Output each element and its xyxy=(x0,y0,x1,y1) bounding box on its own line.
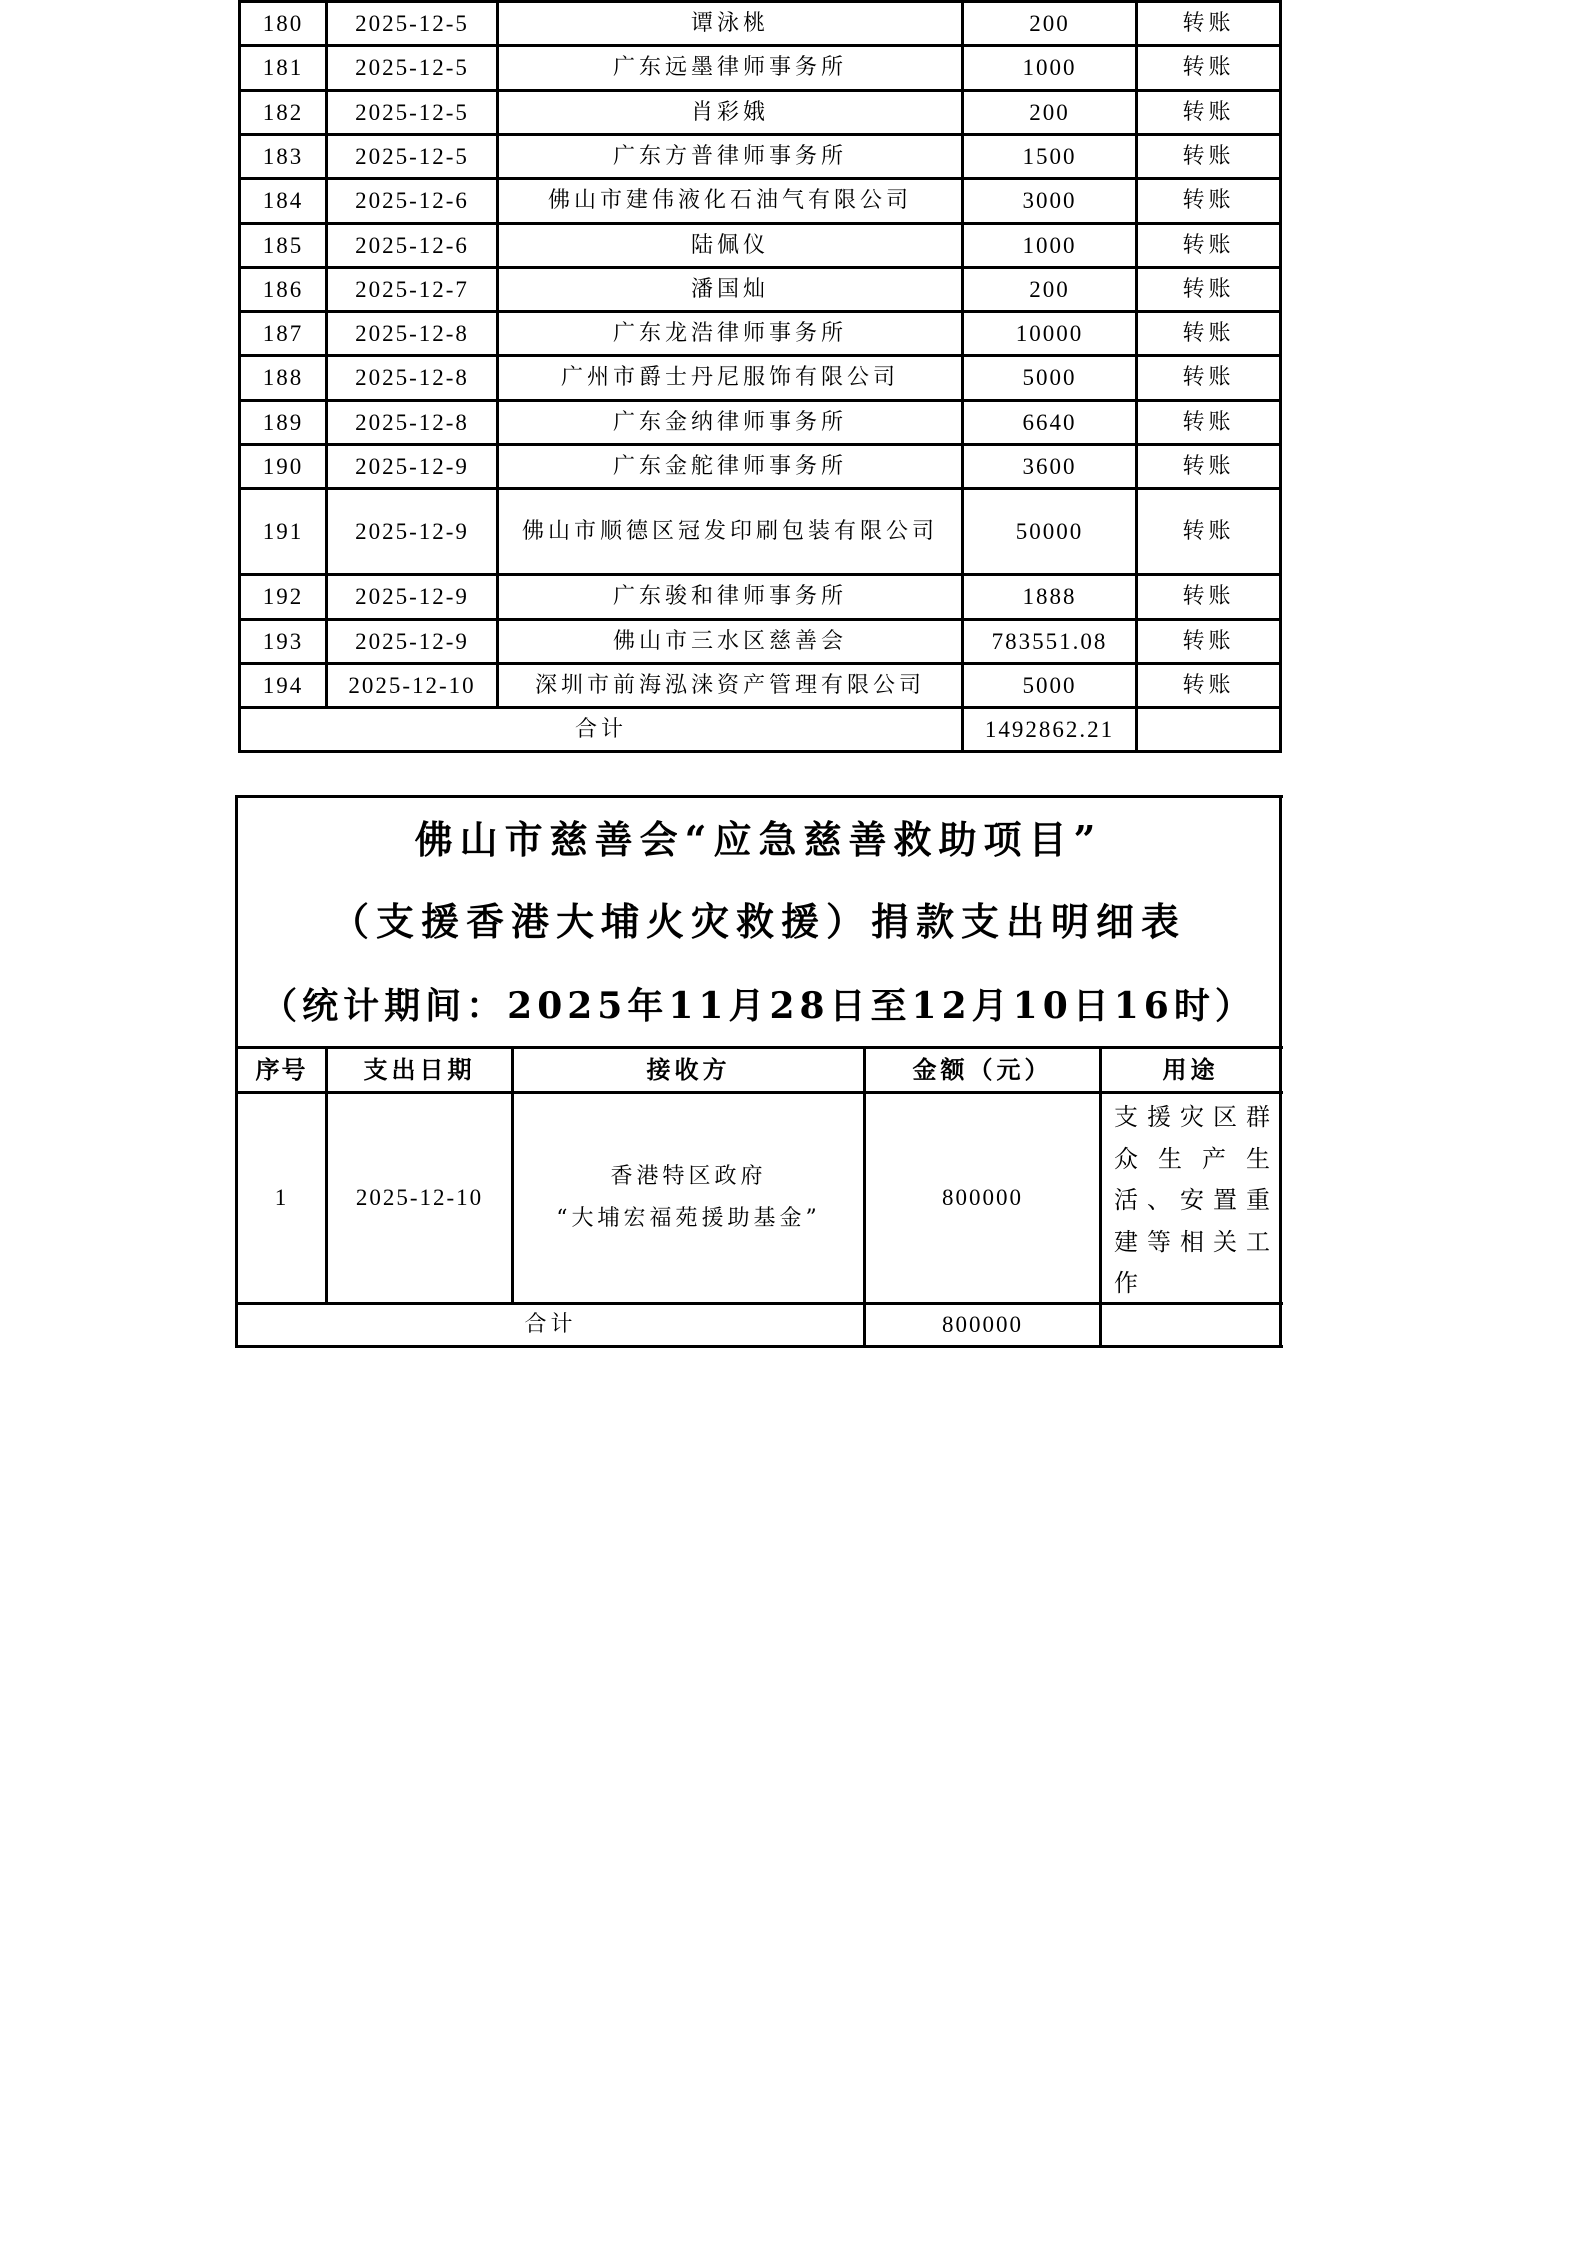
row-no: 1 xyxy=(274,1185,289,1210)
row-amount: 783551.08 xyxy=(991,628,1108,654)
total-label: 合计 xyxy=(574,716,627,742)
row-date: 2025-12-9 xyxy=(355,453,469,479)
row-no: 185 xyxy=(262,232,304,258)
row-method: 转账 xyxy=(1182,584,1235,609)
purpose-line: 建 等 相 关 工 xyxy=(1114,1227,1270,1256)
row-recipient xyxy=(514,1094,863,1302)
row-no: 183 xyxy=(262,143,304,169)
row-date: 2025-12-7 xyxy=(355,276,469,302)
row-no: 180 xyxy=(262,10,304,36)
row-amount: 5000 xyxy=(1022,365,1077,390)
purpose-line: 作 xyxy=(1114,1269,1138,1297)
row-date: 2025-12-5 xyxy=(355,99,469,125)
row-donor: 广东金纳律师事务所 xyxy=(612,409,847,435)
row-donor: 广东方普律师事务所 xyxy=(612,143,847,169)
row-date: 2025-12-9 xyxy=(355,584,469,609)
row-no: 193 xyxy=(262,628,304,654)
row-amount: 200 xyxy=(1029,276,1070,302)
header-date: 支出日期 xyxy=(363,1055,476,1084)
total-amount: 800000 xyxy=(942,1312,1023,1337)
row-method: 转账 xyxy=(1182,672,1235,698)
row-date: 2025-12-5 xyxy=(355,10,469,36)
table-title: 佛山市慈善会“应急慈善救助项目” xyxy=(414,817,1103,862)
row-method: 转账 xyxy=(1182,99,1235,125)
row-donor: 佛山市顺德区冠发印刷包装有限公司 xyxy=(521,518,938,544)
row-method: 转账 xyxy=(1182,365,1235,390)
row-amount: 50000 xyxy=(1015,518,1084,544)
row-amount: 1500 xyxy=(1022,143,1077,169)
row-donor: 佛山市建伟液化石油气有限公司 xyxy=(547,188,912,213)
row-donor: 广东远墨律师事务所 xyxy=(612,55,847,80)
row-donor: 深圳市前海泓涞资产管理有限公司 xyxy=(534,672,925,698)
table-border xyxy=(236,795,1283,798)
table-border xyxy=(1279,795,1282,1348)
table-border xyxy=(238,750,1282,753)
row-no: 194 xyxy=(262,672,304,698)
row-no: 191 xyxy=(262,518,304,544)
header-recipient: 接收方 xyxy=(646,1055,731,1084)
row-method: 转账 xyxy=(1182,143,1235,169)
row-date: 2025-12-5 xyxy=(355,143,469,169)
recipient-line: 香港特区政府 xyxy=(610,1164,767,1189)
row-no: 190 xyxy=(262,453,304,479)
row-amount: 3000 xyxy=(1022,188,1077,213)
row-donor: 广东骏和律师事务所 xyxy=(612,584,847,609)
row-method: 转账 xyxy=(1182,188,1235,213)
statistics-period: （统计期间：2025年11月28日至12月10日16时） xyxy=(261,985,1256,1027)
table-subtitle: （支援香港大埔火灾救援）捐款支出明细表 xyxy=(330,899,1186,944)
row-no: 186 xyxy=(262,276,304,302)
row-date: 2025-12-10 xyxy=(355,1185,484,1210)
row-amount: 200 xyxy=(1029,10,1070,36)
row-amount: 6640 xyxy=(1022,409,1077,435)
row-date: 2025-12-5 xyxy=(355,55,469,80)
row-date: 2025-12-9 xyxy=(355,518,469,544)
row-method: 转账 xyxy=(1182,409,1235,435)
row-amount: 1000 xyxy=(1022,55,1077,80)
row-method: 转账 xyxy=(1182,628,1235,654)
row-date: 2025-12-9 xyxy=(355,628,469,654)
purpose-line: 支 援 灾 区 群 xyxy=(1114,1103,1270,1131)
row-purpose xyxy=(1114,1097,1270,1305)
row-no: 181 xyxy=(262,55,304,80)
row-amount: 10000 xyxy=(1015,320,1084,346)
row-date: 2025-12-10 xyxy=(348,672,476,698)
row-method: 转账 xyxy=(1182,276,1235,302)
row-date: 2025-12-6 xyxy=(355,188,469,213)
row-no: 189 xyxy=(262,409,304,435)
row-date: 2025-12-6 xyxy=(355,232,469,258)
row-donor: 佛山市三水区慈善会 xyxy=(612,628,847,654)
total-label: 合计 xyxy=(524,1312,577,1337)
header-purpose: 用途 xyxy=(1162,1055,1219,1084)
row-amount: 1888 xyxy=(1022,584,1077,609)
row-donor: 广东金舵律师事务所 xyxy=(612,453,847,479)
row-donor: 广东龙浩律师事务所 xyxy=(612,320,847,346)
row-no: 192 xyxy=(262,584,304,609)
row-no: 184 xyxy=(262,188,304,213)
row-method: 转账 xyxy=(1182,55,1235,80)
purpose-line: 活 、 安 置 重 xyxy=(1114,1186,1270,1214)
header-amount: 金额（元） xyxy=(912,1055,1053,1084)
row-date: 2025-12-8 xyxy=(355,365,469,390)
row-no: 182 xyxy=(262,99,304,125)
row-amount: 5000 xyxy=(1022,672,1077,698)
total-amount: 1492862.21 xyxy=(984,716,1115,742)
purpose-line: 众 生 产 生 xyxy=(1114,1144,1270,1173)
row-amount: 800000 xyxy=(942,1185,1023,1210)
row-amount: 1000 xyxy=(1022,232,1077,258)
row-method: 转账 xyxy=(1182,518,1235,544)
row-donor: 陆佩仪 xyxy=(690,232,769,258)
row-method: 转账 xyxy=(1182,453,1235,479)
row-method: 转账 xyxy=(1182,10,1235,36)
row-amount: 200 xyxy=(1029,99,1070,125)
row-donor: 广州市爵士丹尼服饰有限公司 xyxy=(560,365,899,390)
table-border xyxy=(1099,1046,1102,1348)
row-method: 转账 xyxy=(1182,320,1235,346)
row-donor: 肖彩娥 xyxy=(690,99,769,125)
row-donor: 潘国灿 xyxy=(690,276,769,302)
table-border xyxy=(236,1345,1283,1348)
row-date: 2025-12-8 xyxy=(355,320,469,346)
row-no: 188 xyxy=(262,365,304,390)
header-no: 序号 xyxy=(255,1055,308,1084)
row-no: 187 xyxy=(262,320,304,346)
row-amount: 3600 xyxy=(1022,453,1077,479)
row-method: 转账 xyxy=(1182,232,1235,258)
table-border xyxy=(1279,0,1282,753)
row-donor: 谭泳桃 xyxy=(690,10,769,36)
row-date: 2025-12-8 xyxy=(355,409,469,435)
recipient-line: “大埔宏福苑援助基金” xyxy=(556,1206,821,1231)
